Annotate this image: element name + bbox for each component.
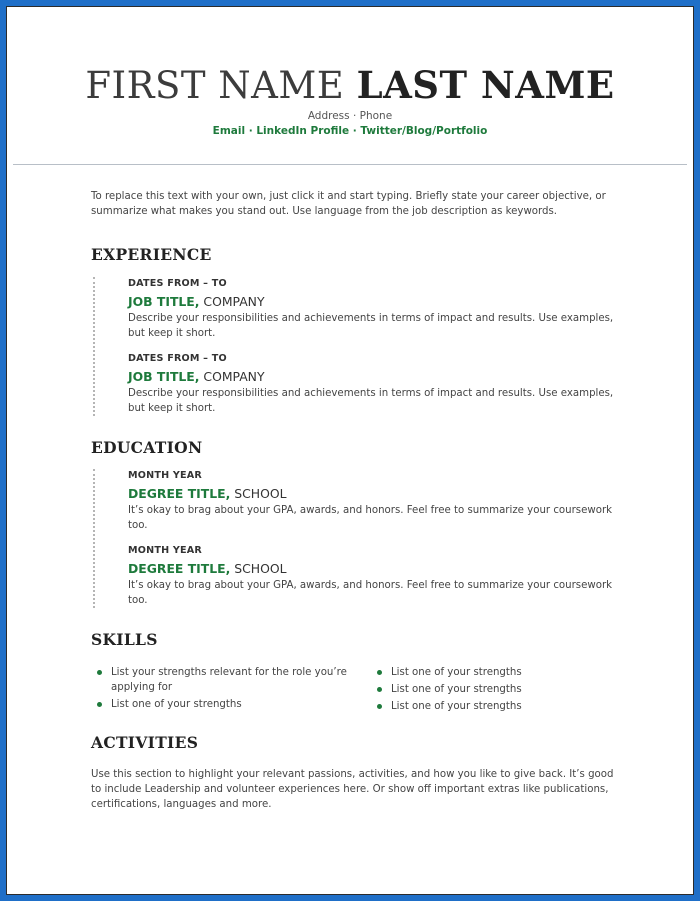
skills-column-right: [371, 665, 631, 716]
entry-dates: DATES FROM – TO: [128, 278, 227, 289]
skill-text: List one of your strengths: [391, 701, 522, 712]
links-line[interactable]: Email · LinkedIn Profile · Twitter/Blog/Portfolio: [212, 125, 488, 137]
entry-org: SCHOOL: [230, 561, 287, 576]
entry-org: COMPANY: [199, 369, 265, 384]
entry-description: Describe your responsibilities and achievements in terms of impact and results. Use examples, but keep it short.: [128, 388, 614, 414]
entry-role: DEGREE TITLE,: [128, 486, 231, 501]
education-heading[interactable]: EDUCATION: [91, 438, 203, 457]
skills-column-left: [91, 665, 351, 714]
entry-title: [128, 368, 625, 386]
experience-entry[interactable]: [95, 352, 625, 416]
entry-description: It’s okay to brag about your GPA, awards, and honors. Feel free to summarize your coursework too.: [128, 505, 613, 531]
full-name[interactable]: [7, 63, 693, 108]
education-entry[interactable]: [95, 544, 625, 608]
experience-entry[interactable]: [95, 277, 625, 341]
first-name[interactable]: FIRST NAME: [85, 64, 345, 107]
contact-line[interactable]: Address · Phone: [307, 110, 393, 122]
education-entries: [93, 469, 625, 608]
entry-description: It’s okay to brag about your GPA, awards, and honors. Feel free to summarize your coursework too.: [128, 580, 613, 606]
entry-org: COMPANY: [199, 294, 265, 309]
resume-page: [6, 6, 694, 895]
skill-item[interactable]: [371, 682, 631, 697]
education-entry[interactable]: [95, 469, 625, 533]
entry-role: JOB TITLE,: [128, 294, 200, 309]
skill-text: List one of your strengths: [111, 699, 242, 710]
entry-dates: MONTH YEAR: [128, 545, 202, 556]
bullet-icon: [97, 670, 102, 675]
entry-role: JOB TITLE,: [128, 369, 200, 384]
bullet-icon: [97, 702, 102, 707]
activities-heading[interactable]: ACTIVITIES: [91, 733, 199, 752]
bullet-icon: [377, 687, 382, 692]
last-name[interactable]: LAST NAME: [356, 63, 615, 107]
entry-role: DEGREE TITLE,: [128, 561, 231, 576]
experience-heading[interactable]: EXPERIENCE: [91, 245, 212, 264]
skill-item[interactable]: [91, 697, 351, 712]
bullet-icon: [377, 704, 382, 709]
entry-description: Describe your responsibilities and achievements in terms of impact and results. Use examples, but keep it short.: [128, 313, 614, 339]
activities-paragraph[interactable]: Use this section to highlight your relevant passions, activities, and how you like to give back. It’s good to include Leadership and volunteer experiences here. Or show off important extras like publications, certifications, languages and more.: [91, 769, 614, 810]
skill-item[interactable]: [91, 665, 351, 695]
skill-item[interactable]: [371, 699, 631, 714]
skill-text: List your strengths relevant for the role you’re applying for: [111, 667, 347, 693]
header-divider: [13, 164, 687, 165]
skill-text: List one of your strengths: [391, 684, 522, 695]
skill-item[interactable]: [371, 665, 631, 680]
entry-dates: MONTH YEAR: [128, 470, 202, 481]
objective-paragraph[interactable]: To replace this text with your own, just click it and start typing. Briefly state your career objective, or summarize what makes you stand out. Use language from the job description as keywords.: [91, 191, 606, 217]
skills-heading[interactable]: SKILLS: [91, 630, 158, 649]
entry-org: SCHOOL: [230, 486, 287, 501]
entry-title: [128, 485, 625, 503]
experience-entries: [93, 277, 625, 416]
bullet-icon: [377, 670, 382, 675]
entry-title: [128, 293, 625, 311]
skill-text: List one of your strengths: [391, 667, 522, 678]
entry-title: [128, 560, 625, 578]
entry-dates: DATES FROM – TO: [128, 353, 227, 364]
